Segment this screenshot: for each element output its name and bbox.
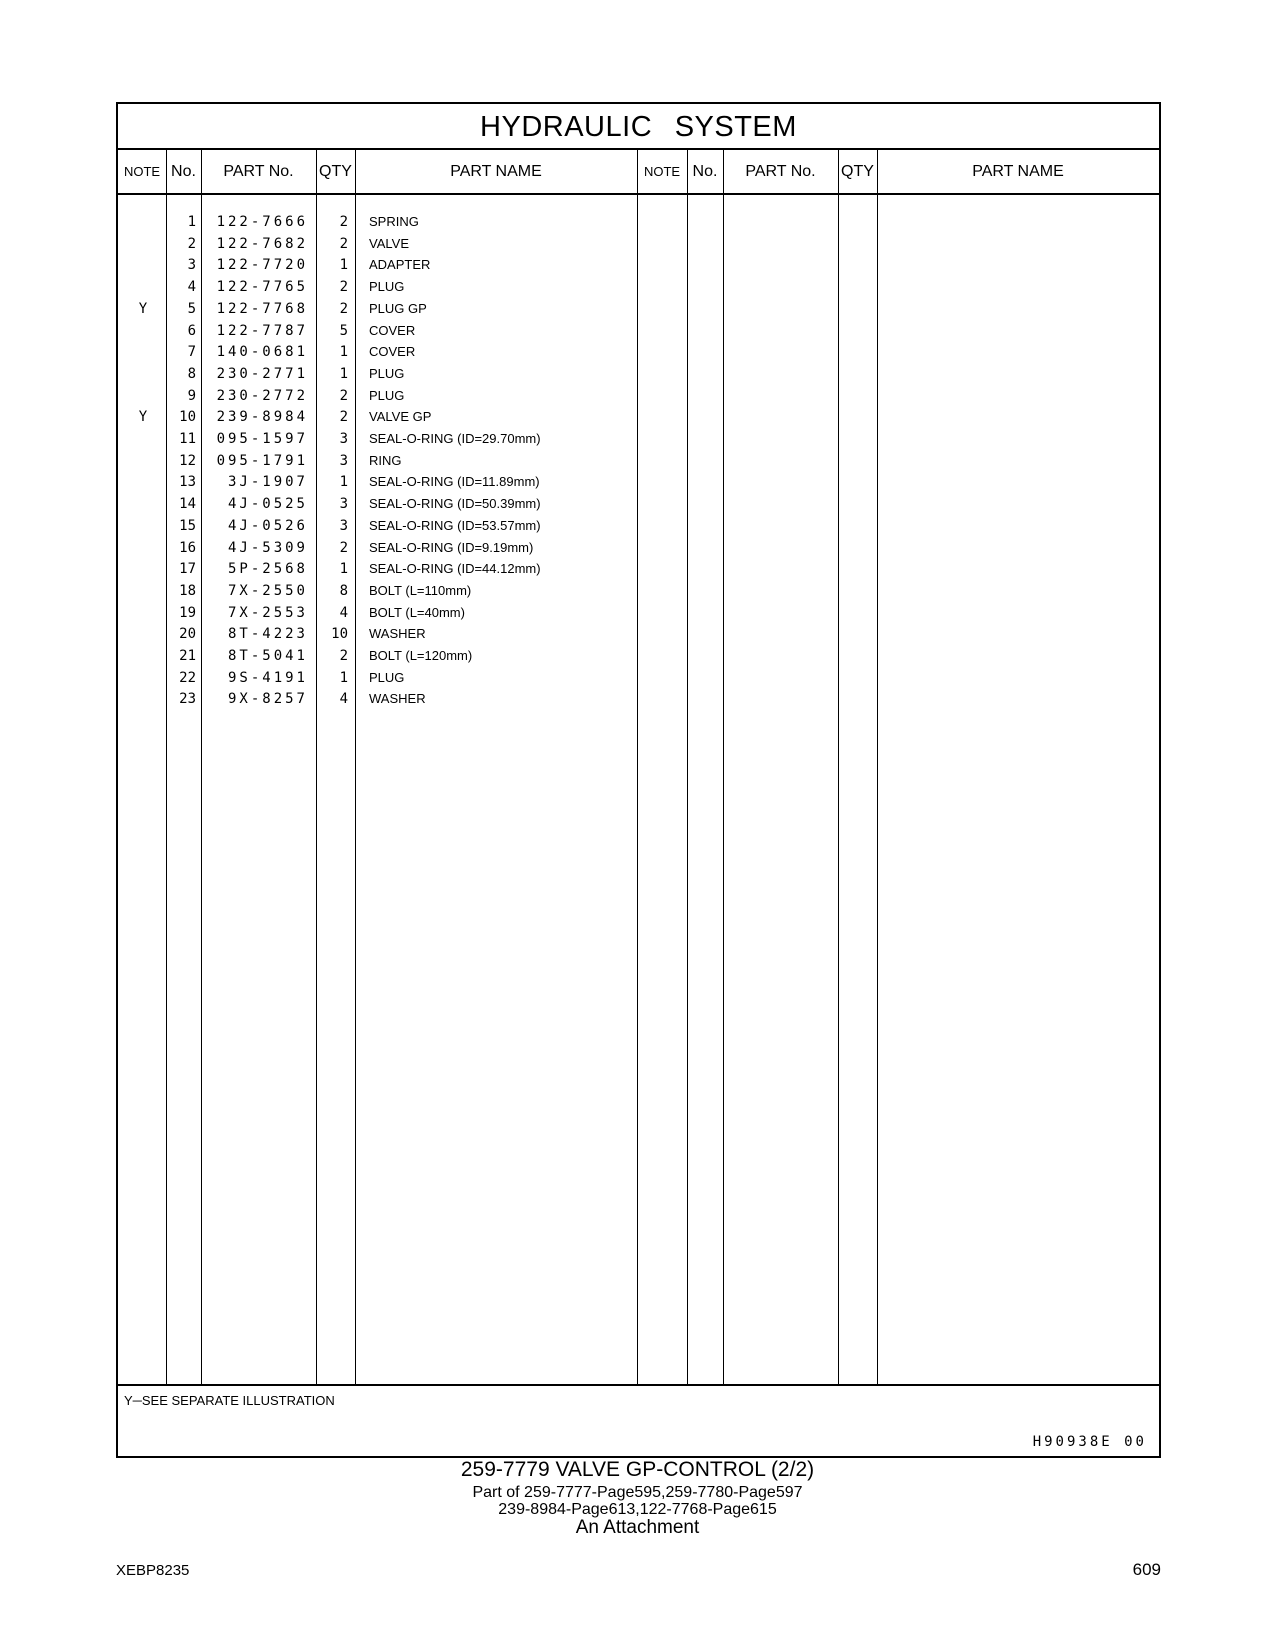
parts-table-frame: [116, 102, 1161, 1458]
row-number: 7: [187, 344, 196, 361]
row-quantity: 2: [339, 235, 348, 252]
caption-line-2: 239-8984-Page613,122-7768-Page615: [498, 1501, 777, 1518]
row-number: 17: [179, 561, 196, 578]
row-part-number: 122-7765: [216, 279, 308, 296]
row-part-name: SEAL-O-RING (ID=11.89mm): [369, 474, 540, 490]
table-row: [118, 667, 678, 689]
table-row: [118, 515, 678, 537]
row-number: 3: [187, 257, 196, 274]
table-header: [118, 150, 1159, 195]
row-part-number: 8T-5041: [227, 648, 308, 664]
row-quantity: 3: [339, 431, 348, 447]
table-row: [118, 471, 678, 493]
legend-note: Y─SEE SEPARATE ILLUSTRATION: [124, 1393, 335, 1408]
table-row: [118, 623, 678, 645]
row-quantity: 8: [339, 582, 348, 599]
row-part-number: 122-7768: [216, 300, 308, 317]
table-row: [118, 602, 678, 624]
row-part-name: RING: [369, 452, 402, 468]
row-part-name: BOLT (L=40mm): [369, 604, 465, 620]
document-id: H90938E 00: [1032, 1434, 1147, 1450]
row-quantity: 2: [339, 387, 348, 404]
header-qty-right: QTY: [841, 163, 874, 180]
row-part-number: 3J-1907: [227, 474, 308, 491]
row-part-name: PLUG GP: [369, 300, 427, 316]
row-part-name: SEAL-O-RING (ID=9.19mm): [369, 539, 534, 555]
row-part-name: PLUG: [369, 669, 405, 685]
row-part-name: BOLT (L=120mm): [369, 648, 473, 663]
row-quantity: 4: [339, 691, 348, 708]
row-quantity: 1: [339, 344, 348, 361]
row-part-name: ADAPTER: [369, 257, 431, 273]
header-part-name-right: PART NAME: [972, 163, 1064, 180]
row-quantity: 1: [339, 669, 348, 686]
table-row: [118, 341, 678, 363]
row-part-name: SEAL-O-RING (ID=53.57mm): [369, 517, 541, 533]
row-number: 5: [187, 300, 196, 317]
table-row: [118, 580, 678, 602]
row-quantity: 2: [339, 409, 348, 426]
row-part-name: COVER: [369, 322, 416, 338]
row-quantity: 1: [339, 257, 348, 274]
row-number: 11: [179, 431, 196, 447]
row-part-number: 4J-5309: [227, 539, 308, 556]
header-note-left: NOTE: [123, 164, 161, 179]
header-no-right: No.: [692, 163, 718, 180]
caption-line-3: An Attachment: [575, 1517, 700, 1538]
document-code: XEBP8235: [116, 1562, 190, 1579]
row-part-name: PLUG: [369, 387, 405, 403]
row-part-number: 122-7666: [216, 214, 308, 230]
table-row: [118, 385, 678, 407]
row-part-name: PLUG: [369, 365, 405, 381]
row-part-number: 140-0681: [216, 344, 308, 361]
row-quantity: 5: [339, 322, 348, 339]
footer-divider: [118, 1384, 1159, 1386]
row-number: 22: [179, 669, 196, 686]
table-row: [118, 558, 678, 580]
row-number: 23: [179, 691, 196, 708]
row-quantity: 3: [339, 496, 348, 513]
row-quantity: 2: [339, 539, 348, 556]
row-part-number: 239-8984: [216, 409, 308, 426]
row-part-number: 230-2772: [216, 387, 308, 404]
table-row: [118, 211, 678, 233]
row-part-name: SEAL-O-RING (ID=50.39mm): [369, 496, 541, 512]
row-quantity: 1: [339, 561, 348, 578]
row-part-number: 5P-2568: [227, 561, 308, 578]
row-number: 16: [179, 539, 196, 556]
row-part-name: VALVE: [369, 235, 409, 251]
row-quantity: 2: [339, 648, 348, 664]
row-quantity: 1: [339, 365, 348, 382]
row-quantity: 2: [339, 279, 348, 296]
row-part-number: 122-7682: [216, 235, 308, 252]
row-number: 19: [179, 604, 196, 621]
table-row: [118, 450, 678, 472]
row-number: 20: [179, 626, 196, 643]
row-number: 21: [179, 648, 196, 664]
row-number: 14: [179, 496, 196, 513]
table-row: [118, 233, 678, 255]
row-part-name: SEAL-O-RING (ID=44.12mm): [369, 561, 541, 577]
table-row: [118, 645, 678, 667]
row-part-name: VALVE GP: [369, 409, 432, 425]
table-row: [118, 363, 678, 385]
row-quantity: 4: [339, 604, 348, 621]
row-number: 2: [187, 235, 196, 252]
row-part-number: 7X-2553: [227, 604, 308, 621]
table-row: [118, 298, 678, 320]
row-note: Y: [138, 300, 148, 317]
row-number: 15: [179, 517, 196, 534]
row-part-number: 4J-0525: [227, 496, 308, 513]
row-part-name: PLUG: [369, 279, 405, 295]
table-row: [118, 320, 678, 342]
header-part-name-left: PART NAME: [450, 163, 542, 180]
table-row: [118, 428, 678, 450]
table-row: [118, 688, 678, 710]
row-quantity: 3: [339, 452, 348, 469]
row-part-number: 9S-4191: [227, 669, 308, 686]
row-quantity: 10: [331, 626, 348, 643]
row-part-number: 122-7720: [216, 257, 308, 274]
row-part-number: 8T-4223: [227, 626, 308, 643]
row-part-name: WASHER: [369, 626, 426, 642]
row-number: 4: [187, 279, 196, 296]
row-part-name: COVER: [369, 344, 416, 360]
row-note: Y: [138, 409, 148, 426]
row-quantity: 1: [339, 474, 348, 491]
header-part-no-left: PART No.: [223, 163, 294, 180]
row-part-number: 7X-2550: [227, 582, 308, 599]
table-row: [118, 493, 678, 515]
row-number: 13: [179, 474, 196, 491]
header-note-right: NOTE: [643, 164, 681, 179]
row-part-name: SEAL-O-RING (ID=29.70mm): [369, 431, 541, 446]
row-number: 8: [187, 365, 196, 382]
table-row: [118, 406, 678, 428]
row-part-number: 230-2771: [216, 365, 308, 382]
row-quantity: 3: [339, 517, 348, 534]
row-part-number: 095-1791: [216, 452, 308, 469]
row-part-name: WASHER: [369, 691, 426, 707]
header-part-no-right: PART No.: [745, 163, 816, 180]
row-quantity: 2: [339, 214, 348, 230]
table-title: HYDRAULIC SYSTEM: [118, 104, 1159, 150]
table-row: [118, 254, 678, 276]
row-part-name: BOLT (L=110mm): [369, 582, 472, 598]
row-number: 10: [179, 409, 196, 426]
caption-line-1: Part of 259-7777-Page595,259-7780-Page597: [472, 1484, 803, 1501]
header-qty-left: QTY: [319, 163, 352, 180]
row-part-number: 122-7787: [216, 322, 308, 339]
row-number: 6: [187, 322, 196, 339]
header-no-left: No.: [171, 163, 196, 180]
row-number: 1: [187, 214, 196, 230]
row-quantity: 2: [339, 300, 348, 317]
row-part-number: 095-1597: [216, 431, 308, 447]
table-row: [118, 537, 678, 559]
table-row: [118, 276, 678, 298]
page-number: 609: [1132, 1560, 1161, 1579]
row-part-number: 4J-0526: [227, 517, 308, 534]
row-part-name: SPRING: [369, 214, 419, 229]
row-number: 18: [179, 582, 196, 599]
row-number: 9: [187, 387, 196, 404]
parts-list: [118, 195, 1159, 1487]
caption-title: 259-7779 VALVE GP-CONTROL (2/2): [460, 1458, 815, 1481]
row-number: 12: [179, 452, 196, 469]
row-part-number: 9X-8257: [227, 691, 308, 708]
